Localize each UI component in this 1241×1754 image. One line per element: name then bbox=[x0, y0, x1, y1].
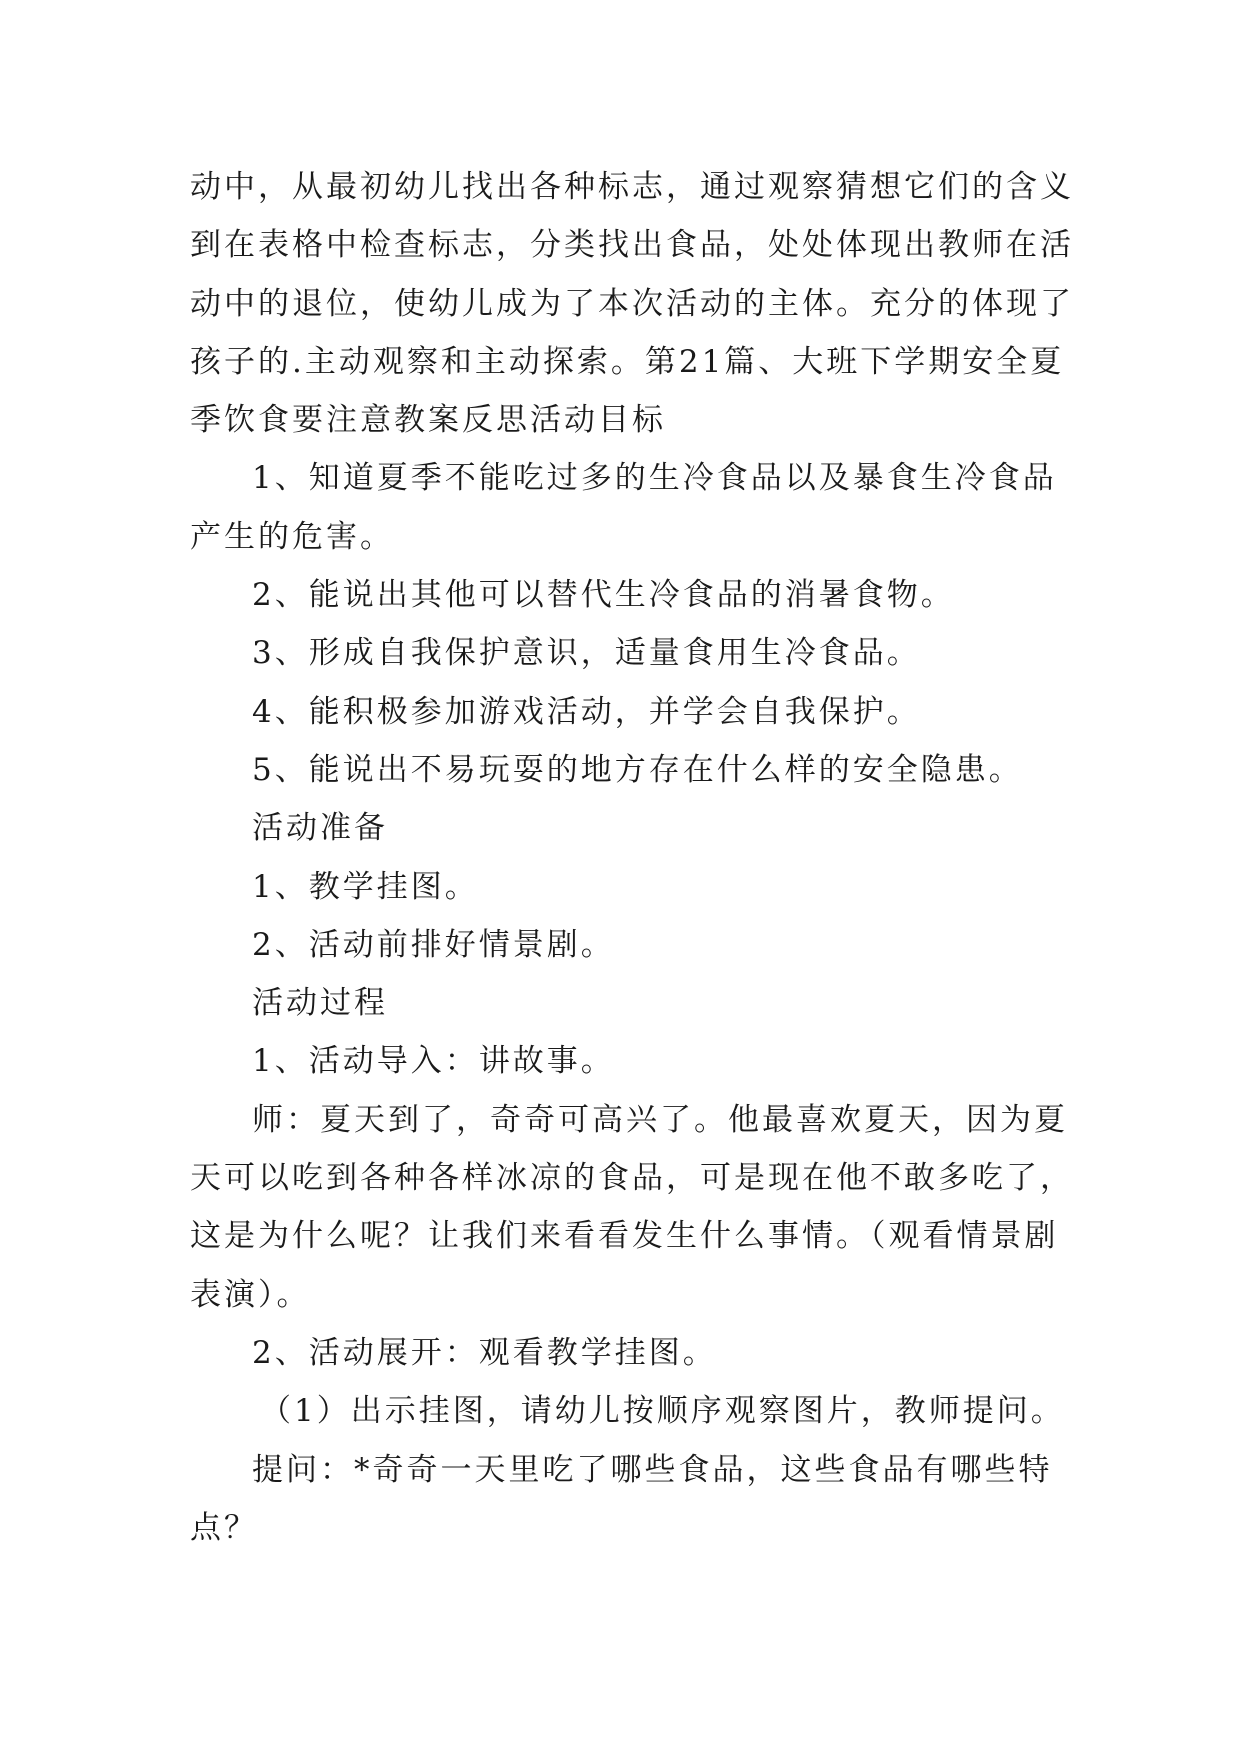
goal-item-3: 3、形成自我保护意识，适量食用生冷食品。 bbox=[252, 635, 921, 672]
section-heading-preparation: 活动准备 bbox=[252, 810, 388, 847]
paragraph-line: 表演）。 bbox=[190, 1276, 311, 1313]
goal-item-1: 1、知道夏季不能吃过多的生冷食品以及暴食生冷食品 bbox=[252, 460, 1057, 497]
process-step-1: 1、活动导入：讲故事。 bbox=[252, 1043, 615, 1080]
paragraph-line: 这是为什么呢？让我们来看看发生什么事情。（观看情景剧 bbox=[190, 1218, 1059, 1255]
paragraph-line: 师：夏天到了，奇奇可高兴了。他最喜欢夏天，因为夏 bbox=[252, 1101, 1068, 1138]
paragraph-line: 动中，从最初幼儿找出各种标志，通过观察猜想它们的含义 bbox=[190, 169, 1074, 205]
paragraph-line: 到在表格中检查标志，分类找出食品，处处体现出教师在活 bbox=[190, 227, 1074, 264]
paragraph-line: 产生的危害。 bbox=[190, 518, 394, 555]
paragraph-line: 孩子的.主动观察和主动探索。第21篇、大班下学期安全夏 bbox=[190, 343, 1065, 380]
goal-item-2: 2、能说出其他可以替代生冷食品的消暑食物。 bbox=[252, 577, 955, 614]
goal-item-4: 4、能积极参加游戏活动，并学会自我保护。 bbox=[252, 693, 921, 730]
preparation-item-1: 1、教学挂图。 bbox=[252, 868, 479, 905]
section-heading-process: 活动过程 bbox=[252, 985, 388, 1022]
goal-item-5: 5、能说出不易玩耍的地方存在什么样的安全隐患。 bbox=[252, 751, 1023, 788]
sub-step-1: （1）出示挂图，请幼儿按顺序观察图片，教师提问。 bbox=[260, 1393, 1065, 1430]
preparation-item-2: 2、活动前排好情景剧。 bbox=[252, 926, 615, 963]
paragraph-line: 点？ bbox=[190, 1509, 258, 1546]
document-body bbox=[190, 158, 1074, 1557]
paragraph-line: 天可以吃到各种各样冰凉的食品，可是现在他不敢多吃了， bbox=[190, 1160, 1074, 1197]
process-step-2: 2、活动展开：观看教学挂图。 bbox=[252, 1334, 717, 1371]
paragraph-line: 提问：*奇奇一天里吃了哪些食品，这些食品有哪些特 bbox=[252, 1451, 1053, 1488]
paragraph-line: 季饮食要注意教案反思活动目标 bbox=[190, 402, 666, 439]
paragraph-line: 动中的退位，使幼儿成为了本次活动的主体。充分的体现了 bbox=[190, 285, 1074, 322]
